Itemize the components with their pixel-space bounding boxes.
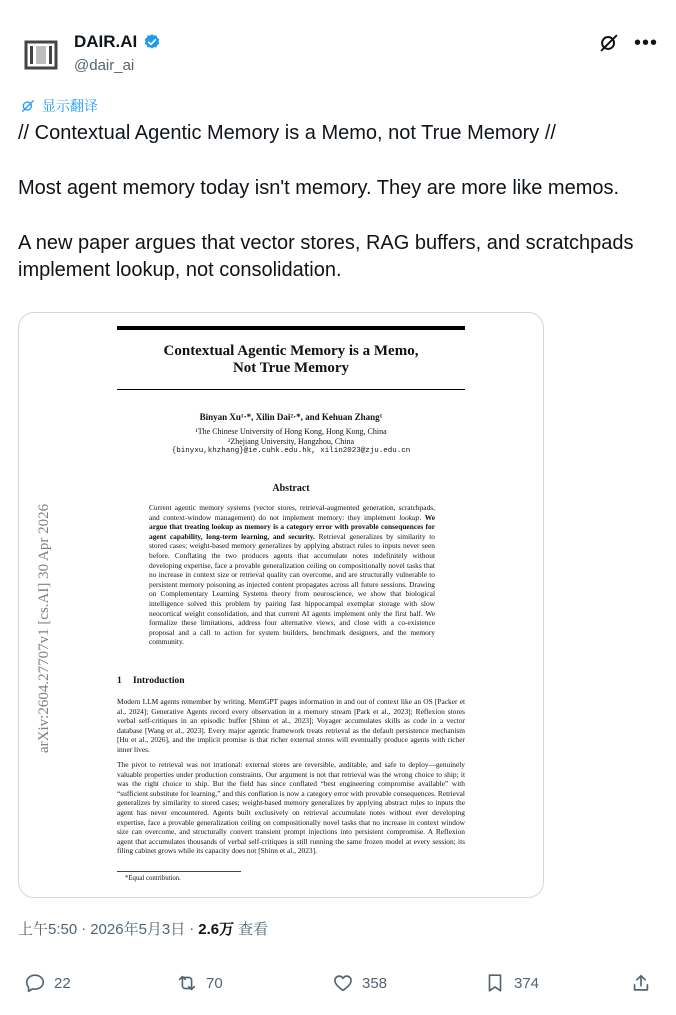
paper-footnote: *Equal contribution. xyxy=(125,875,181,882)
abstract-lookup: lookup xyxy=(399,512,420,522)
share-icon xyxy=(630,972,652,994)
heart-icon xyxy=(332,972,354,994)
paper-title xyxy=(117,343,465,377)
tweet-paragraph: // Contextual Agentic Memory is a Memo, not True Memory // xyxy=(18,122,556,144)
abstract-body xyxy=(149,503,435,647)
reply-icon xyxy=(24,972,46,994)
repost-button[interactable] xyxy=(176,972,223,994)
repost-icon xyxy=(176,972,198,994)
avatar[interactable] xyxy=(18,32,64,78)
tweet-paragraph: A new paper argues that vector stores, RAG buffers, and scratchpads implement lookup, not consolidation. xyxy=(18,232,634,281)
arxiv-stamp: arXiv:2604.27707v1 [cs.AI] 30 Apr 2026 xyxy=(36,503,52,753)
abstract-heading: Abstract xyxy=(272,483,310,494)
section-heading xyxy=(117,676,185,686)
grok-translate-icon xyxy=(20,98,36,114)
like-button[interactable] xyxy=(332,972,387,994)
abstract-text: . xyxy=(419,512,425,522)
author-handle[interactable]: @dair_ai xyxy=(74,57,135,74)
author-name-row xyxy=(74,32,161,52)
intro-paragraph: The pivot to retrieval was not irrational: external stores are reversible, auditable, and safe to deploy—genuinely valuable properties under production constraints. Our argument is not that retrieval was the wrong choice to ship; it was the right choice to ship. But the field has since conflated “best engineering compromise available” with “sufficient substitute for learning,” and this conflation is now a category error with provable consequences. Retrieval generalizes by similarity to stored cases; weight-based memory generalizes by applying abstract rules to inputs the agent has never encountered. Agents built exclusively on retrieval accumulate notes without ever developing expertise, face a provable generalization ceiling on compositionally novel tasks that no increase in context window size can overcome, and structurally convert transient prompt injections into persistent compromise. A Reflexion agent that accumulates thousands of verbal self-critiques is still running the same frozen model at every session; its filing cabinet grows while its capacity does not [Shinn et al., 2023]. xyxy=(117,760,465,856)
share-button[interactable] xyxy=(630,972,652,994)
repost-count: 70 xyxy=(206,974,223,992)
paper-title-line: Contextual Agentic Memory is a Memo, xyxy=(163,343,419,359)
bookmark-icon xyxy=(484,972,506,994)
grok-icon[interactable] xyxy=(598,32,620,54)
abstract-text: Retrieval generalizes by similarity to stored cases; weight-based memory generalizes by applying abstract rules to inputs never seen before. Conflating the two produces agents that accumulate notes indefinitely without developing expertise, face a provable generalization ceiling on compositionally novel tasks that no increase in context size or retrieval quality can overcome, and are structurally vulnerable to persistent memory poisoning as injected content propagates across all future sessions. Drawing on Complementary Learning Systems theory from neuroscience, we show that biological intelligence solved this problem by pairing fast hippocampal exemplar storage with slow neocortical weight consolidation, and that current AI agents implement only the first half. We formalize these limitations, address four alternative views, and close with a co-existence proposal and a call to action for system builders, benchmark designers, and the memory community. xyxy=(149,531,435,647)
tweet-action-bar xyxy=(24,972,664,1002)
intro-paragraph: Modern LLM agents remember by writing. MemGPT pages information in and out of context like an OS [Packer et al., 2024]; Generative Agents record every observation in a memory stream [Park et al., 2023]; Reflexion stores verbal self-critiques in an episodic buffer [Shinn et al., 2023]; Voyager accumulates skills as code in a vector database [Wang et al., 2023]. Every major agentic framework treats retrieval as the default persistence mechanism [Hu et al., 2026], and the implicit promise is that richer external stores will eventually produce agents with richer inner lives. xyxy=(117,697,465,754)
tweet-time[interactable]: 上午5:50 xyxy=(18,921,78,938)
tweet-meta xyxy=(18,918,268,939)
meta-separator: · xyxy=(81,920,87,937)
verified-badge-icon xyxy=(143,33,161,51)
tweet-text xyxy=(18,120,658,312)
avatar-logo-icon xyxy=(18,32,64,78)
section-number: 1 xyxy=(117,676,122,686)
abstract-bold: We argue that treating lookup as memory is a category error with provable consequences for agent capability, long-term learning, and security. xyxy=(149,512,435,541)
paper-page xyxy=(19,313,543,897)
title-rule-bottom xyxy=(117,389,465,390)
meta-separator: · xyxy=(189,920,195,937)
reply-button[interactable] xyxy=(24,972,71,994)
show-translation-label: 显示翻译 xyxy=(42,98,98,114)
bookmark-button[interactable] xyxy=(484,972,539,994)
tweet-date[interactable]: 2026年5月3日 xyxy=(90,921,186,938)
title-rule-top xyxy=(117,326,465,330)
section-title: Introduction xyxy=(133,676,185,686)
tweet-media-image[interactable] xyxy=(18,312,544,898)
show-translation-link[interactable] xyxy=(20,96,98,116)
more-options-icon[interactable]: ••• xyxy=(633,32,658,54)
views-count: 2.6万 xyxy=(198,921,235,938)
footnote-rule xyxy=(117,871,241,872)
paper-authors: Binyan Xu¹·*, Xilin Dai²·*, and Kehuan Zhang¹ xyxy=(199,412,383,422)
abstract-text: Current agentic memory systems (vector stores, retrieval-augmented generation, scratchpads, and context-window management) do not implement memory: they implement xyxy=(149,503,435,522)
paper-emails: {binyxu,khzhang}@ie.cuhk.edu.hk, xilin2023@zju.edu.cn xyxy=(171,447,411,455)
reply-count: 22 xyxy=(54,974,71,992)
like-count: 358 xyxy=(362,974,388,992)
views-label: 查看 xyxy=(238,921,269,938)
tweet-header xyxy=(18,26,658,86)
author-display-name[interactable]: DAIR.AI xyxy=(74,32,138,51)
tweet-paragraph: Most agent memory today isn't memory. They are more like memos. xyxy=(18,177,620,199)
paper-affiliation: ¹The Chinese University of Hong Kong, Hong Kong, China xyxy=(195,427,387,436)
header-actions xyxy=(598,32,658,54)
paper-title-line: Not True Memory xyxy=(232,360,350,376)
paper-affiliation: ²Zhejiang University, Hangzhou, China xyxy=(227,437,355,446)
bookmark-count: 374 xyxy=(514,974,540,992)
